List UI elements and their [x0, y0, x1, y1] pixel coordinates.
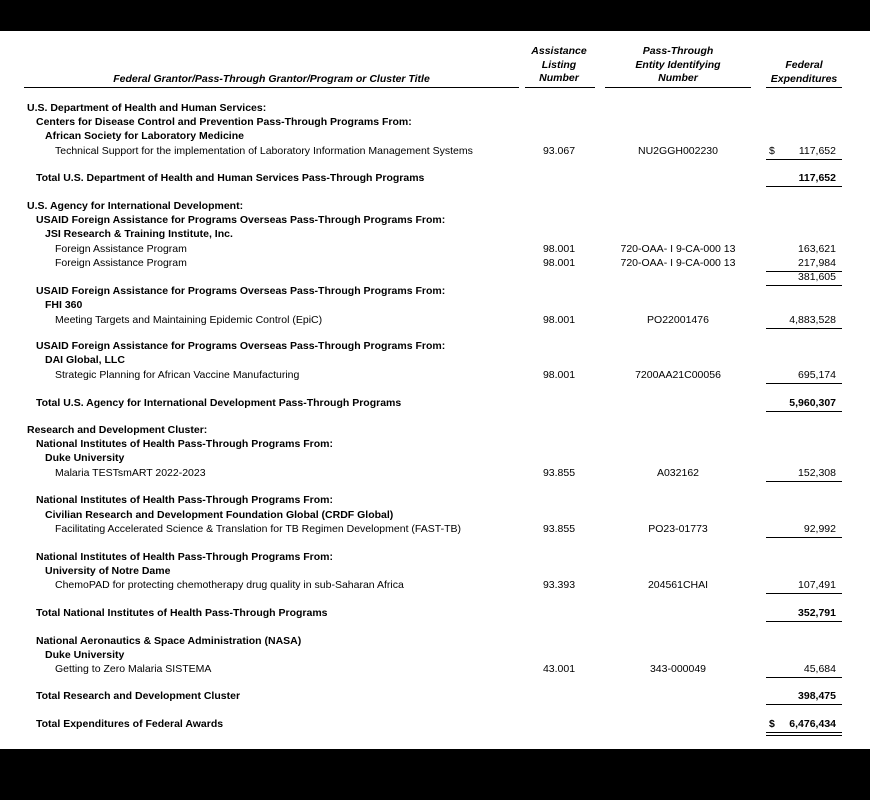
hhs-ptid: NU2GGH002230 — [638, 145, 718, 157]
hhs-dollar-sign: $ — [769, 145, 775, 157]
rd-entity-4: Duke University — [45, 649, 125, 661]
rd-program-3: ChemoPAD for protecting chemotherapy drug quality in sub-Saharan Africa — [55, 579, 404, 591]
header-exp-line1: Federal — [785, 59, 823, 71]
grand-total-label: Total Expenditures of Federal Awards — [36, 718, 224, 730]
hhs-amount-rule — [766, 159, 842, 160]
usaid-aln-3: 98.001 — [542, 369, 576, 381]
rd-total: 398,475 — [798, 690, 836, 702]
rd-aln-1: 93.855 — [542, 467, 576, 479]
hhs-total-label: Total U.S. Department of Health and Human Services Pass-Through Programs — [36, 172, 425, 184]
usaid-program-1a: Foreign Assistance Program — [55, 243, 187, 255]
rd-entity-2: Civilian Research and Development Foundation Global (CRDF Global) — [45, 509, 394, 521]
rd-entity-1: Duke University — [45, 452, 125, 464]
rd-total-label: Total Research and Development Cluster — [36, 690, 241, 702]
rd-amount-1-rule — [766, 481, 842, 482]
rd-subheading-1: National Institutes of Health Pass-Through Programs From: — [36, 438, 333, 450]
hhs-subheading: Centers for Disease Control and Prevention Pass-Through Programs From: — [36, 116, 412, 128]
rd-amount-4: 45,684 — [803, 663, 836, 675]
header-pt-line3: Number — [658, 72, 698, 84]
rd-amount-1: 152,308 — [798, 467, 836, 479]
usaid-subheading-1: USAID Foreign Assistance for Programs Overseas Pass-Through Programs From: — [36, 214, 446, 226]
usaid-aln-2: 98.001 — [542, 314, 576, 326]
usaid-total-label: Total U.S. Agency for International Development Pass-Through Programs — [36, 397, 402, 409]
hhs-entity: African Society for Laboratory Medicine — [45, 130, 244, 142]
grand-total-double-rule — [766, 732, 842, 736]
header-rule-exp — [766, 87, 842, 88]
hhs-total: 117,652 — [798, 172, 836, 184]
header-title-column: Federal Grantor/Pass-Through Grantor/Program or Cluster Title — [113, 73, 430, 85]
rd-amount-3-rule — [766, 593, 842, 594]
rd-ptid-4: 343-000049 — [649, 663, 707, 675]
rd-program-4: Getting to Zero Malaria SISTEMA — [55, 663, 212, 675]
rd-cluster-heading: Research and Development Cluster: — [27, 424, 208, 436]
usaid-ptid-3: 7200AA21C00056 — [635, 369, 721, 381]
header-exp-line2: Expenditures — [770, 72, 838, 85]
rd-subheading-3: National Institutes of Health Pass-Through Programs From: — [36, 551, 333, 563]
rd-amount-2-rule — [766, 537, 842, 538]
rd-ptid-1: A032162 — [656, 467, 700, 479]
hhs-program: Technical Support for the implementation of Laboratory Information Management Systems — [55, 145, 473, 157]
rd-aln-3: 93.393 — [542, 579, 576, 591]
hhs-amount: 117,652 — [798, 145, 836, 157]
usaid-aln-1a: 98.001 — [542, 243, 576, 255]
rd-ptid-2: PO23-01773 — [648, 523, 708, 535]
usaid-program-3: Strategic Planning for African Vaccine Manufacturing — [55, 369, 300, 381]
header-aln-column — [523, 45, 595, 86]
usaid-agency: U.S. Agency for International Development: — [27, 200, 244, 212]
usaid-subheading-3: USAID Foreign Assistance for Programs Overseas Pass-Through Programs From: — [36, 340, 446, 352]
rd-nih-total-label: Total National Institutes of Health Pass-Through Programs — [36, 607, 328, 619]
usaid-amount-2: 4,883,528 — [789, 314, 836, 326]
header-aln-line3: Number — [539, 72, 579, 84]
header-rule-pt — [605, 87, 751, 88]
rd-amount-3: 107,491 — [798, 579, 836, 591]
header-pt-line2: Entity Identifying — [635, 58, 721, 71]
usaid-program-1b: Foreign Assistance Program — [55, 257, 187, 269]
header-exp-column — [760, 59, 848, 86]
usaid-entity-1: JSI Research & Training Institute, Inc. — [45, 228, 233, 240]
usaid-subtotal-1: 381,605 — [798, 271, 836, 283]
usaid-ptid-2: PO22001476 — [647, 314, 709, 326]
rd-aln-2: 93.855 — [542, 523, 576, 535]
rd-program-1: Malaria TESTsmART 2022-2023 — [55, 467, 206, 479]
hhs-total-rule — [766, 186, 842, 187]
rd-amount-2: 92,992 — [803, 523, 836, 535]
usaid-aln-1b: 98.001 — [542, 257, 576, 269]
header-rule-aln — [525, 87, 595, 88]
header-pt-line1: Pass-Through — [642, 45, 714, 57]
rd-aln-4: 43.001 — [542, 663, 576, 675]
rd-ptid-3: 204561CHAI — [647, 579, 709, 591]
usaid-program-2: Meeting Targets and Maintaining Epidemic Control (EpiC) — [55, 314, 323, 326]
usaid-total: 5,960,307 — [789, 397, 836, 409]
usaid-amount-1b: 217,984 — [798, 257, 836, 269]
header-pt-column — [604, 45, 752, 86]
rd-nih-total-rule — [766, 621, 842, 622]
rd-nih-total: 352,791 — [798, 607, 836, 619]
usaid-amount-2-rule — [766, 328, 842, 329]
rd-amount-4-rule — [766, 677, 842, 678]
header-aln-line2: Listing — [541, 58, 577, 71]
hhs-aln: 93.067 — [542, 145, 576, 157]
rd-entity-3: University of Notre Dame — [45, 565, 171, 577]
usaid-total-rule — [766, 411, 842, 412]
schedule-sheet — [0, 31, 870, 749]
usaid-entity-2: FHI 360 — [45, 299, 83, 311]
rd-program-2: Facilitating Accelerated Science & Translation for TB Regimen Development (FAST-TB) — [55, 523, 461, 535]
header-aln-line1: Assistance — [531, 45, 587, 57]
usaid-ptid-1b: 720-OAA- I 9-CA-000 13 — [620, 257, 736, 269]
usaid-entity-3: DAI Global, LLC — [45, 354, 125, 366]
hhs-agency: U.S. Department of Health and Human Services: — [27, 102, 267, 114]
rd-total-rule — [766, 704, 842, 705]
grand-total-dollar-sign: $ — [769, 718, 775, 730]
usaid-subheading-2: USAID Foreign Assistance for Programs Overseas Pass-Through Programs From: — [36, 285, 446, 297]
grand-total: 6,476,434 — [789, 718, 836, 730]
usaid-amount-1a: 163,621 — [798, 243, 836, 255]
usaid-ptid-1a: 720-OAA- I 9-CA-000 13 — [620, 243, 736, 255]
rd-subheading-2: National Institutes of Health Pass-Through Programs From: — [36, 494, 333, 506]
usaid-amount-3: 695,174 — [798, 369, 836, 381]
header-rule-title — [24, 87, 519, 88]
usaid-subtotal-rule-bottom — [766, 285, 842, 286]
usaid-amount-3-rule — [766, 383, 842, 384]
rd-nasa-heading: National Aeronautics & Space Administration (NASA) — [36, 635, 302, 647]
